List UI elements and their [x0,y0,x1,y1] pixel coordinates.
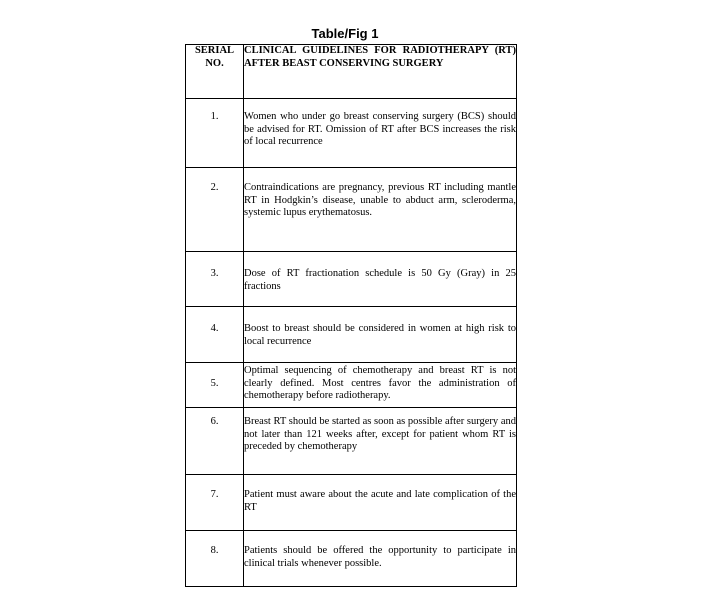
guideline-cell [244,168,517,252]
guideline-text: Boost to breast should be considered in women at high risk to local recurrence [244,323,516,347]
table-row [186,252,517,307]
guideline-text: Breast RT should be started as soon as possible after surgery and not later than 121 weeks after, except for patient whom RT is preceded by chemotherapy [244,416,516,452]
serial-number: 8. [210,545,219,556]
table-caption: Table/Fig 1 [311,26,379,41]
serial-number: 5. [210,378,219,389]
guidelines-table [185,44,517,587]
serial-cell [186,363,244,408]
serial-no-header: SERIAL NO. [186,45,244,99]
guidelines-header: CLINICAL GUIDELINES FOR RADIOTHERAPY (RT) AFTER BEAST CONSERVING SURGERY [244,45,517,99]
serial-cell [186,475,244,531]
guideline-text: Contraindications are pregnancy, previous RT including mantle RT in Hodgkin’s disease, unable to abduct arm, scleroderma, systemic lupus erythematosus. [244,182,516,218]
serial-number: 4. [210,323,219,334]
serial-cell [186,99,244,168]
guideline-cell [244,252,517,307]
guideline-cell [244,99,517,168]
table-header-row [186,45,517,99]
guideline-text: Patients should be offered the opportunity to participate in clinical trials whenever possible. [244,545,516,569]
guideline-text: Dose of RT fractionation schedule is 50 Gy (Gray) in 25 fractions [244,268,516,292]
table-row [186,168,517,252]
table-row [186,408,517,475]
serial-cell [186,252,244,307]
guideline-cell [244,408,517,475]
guideline-text: Optimal sequencing of chemotherapy and breast RT is not clearly defined. Most centres favor the administration of chemotherapy before radiotherapy. [244,365,516,401]
serial-number: 1. [210,111,219,122]
guideline-cell [244,475,517,531]
table-row [186,363,517,408]
guideline-text: Women who under go breast conserving surgery (BCS) should be advised for RT. Omission of RT after BCS increases the risk of local recurrence [244,111,516,147]
serial-cell [186,408,244,475]
guideline-cell [244,531,517,587]
serial-number: 7. [210,489,219,500]
table-row [186,475,517,531]
guideline-cell [244,363,517,408]
guideline-text: Patient must aware about the acute and late complication of the RT [244,489,516,513]
table-row [186,307,517,363]
serial-cell [186,531,244,587]
serial-number: 2. [210,182,219,193]
serial-cell [186,307,244,363]
table-row [186,531,517,587]
serial-number: 3. [210,268,219,279]
table-row [186,99,517,168]
serial-cell [186,168,244,252]
guideline-cell [244,307,517,363]
serial-number: 6. [210,416,219,427]
